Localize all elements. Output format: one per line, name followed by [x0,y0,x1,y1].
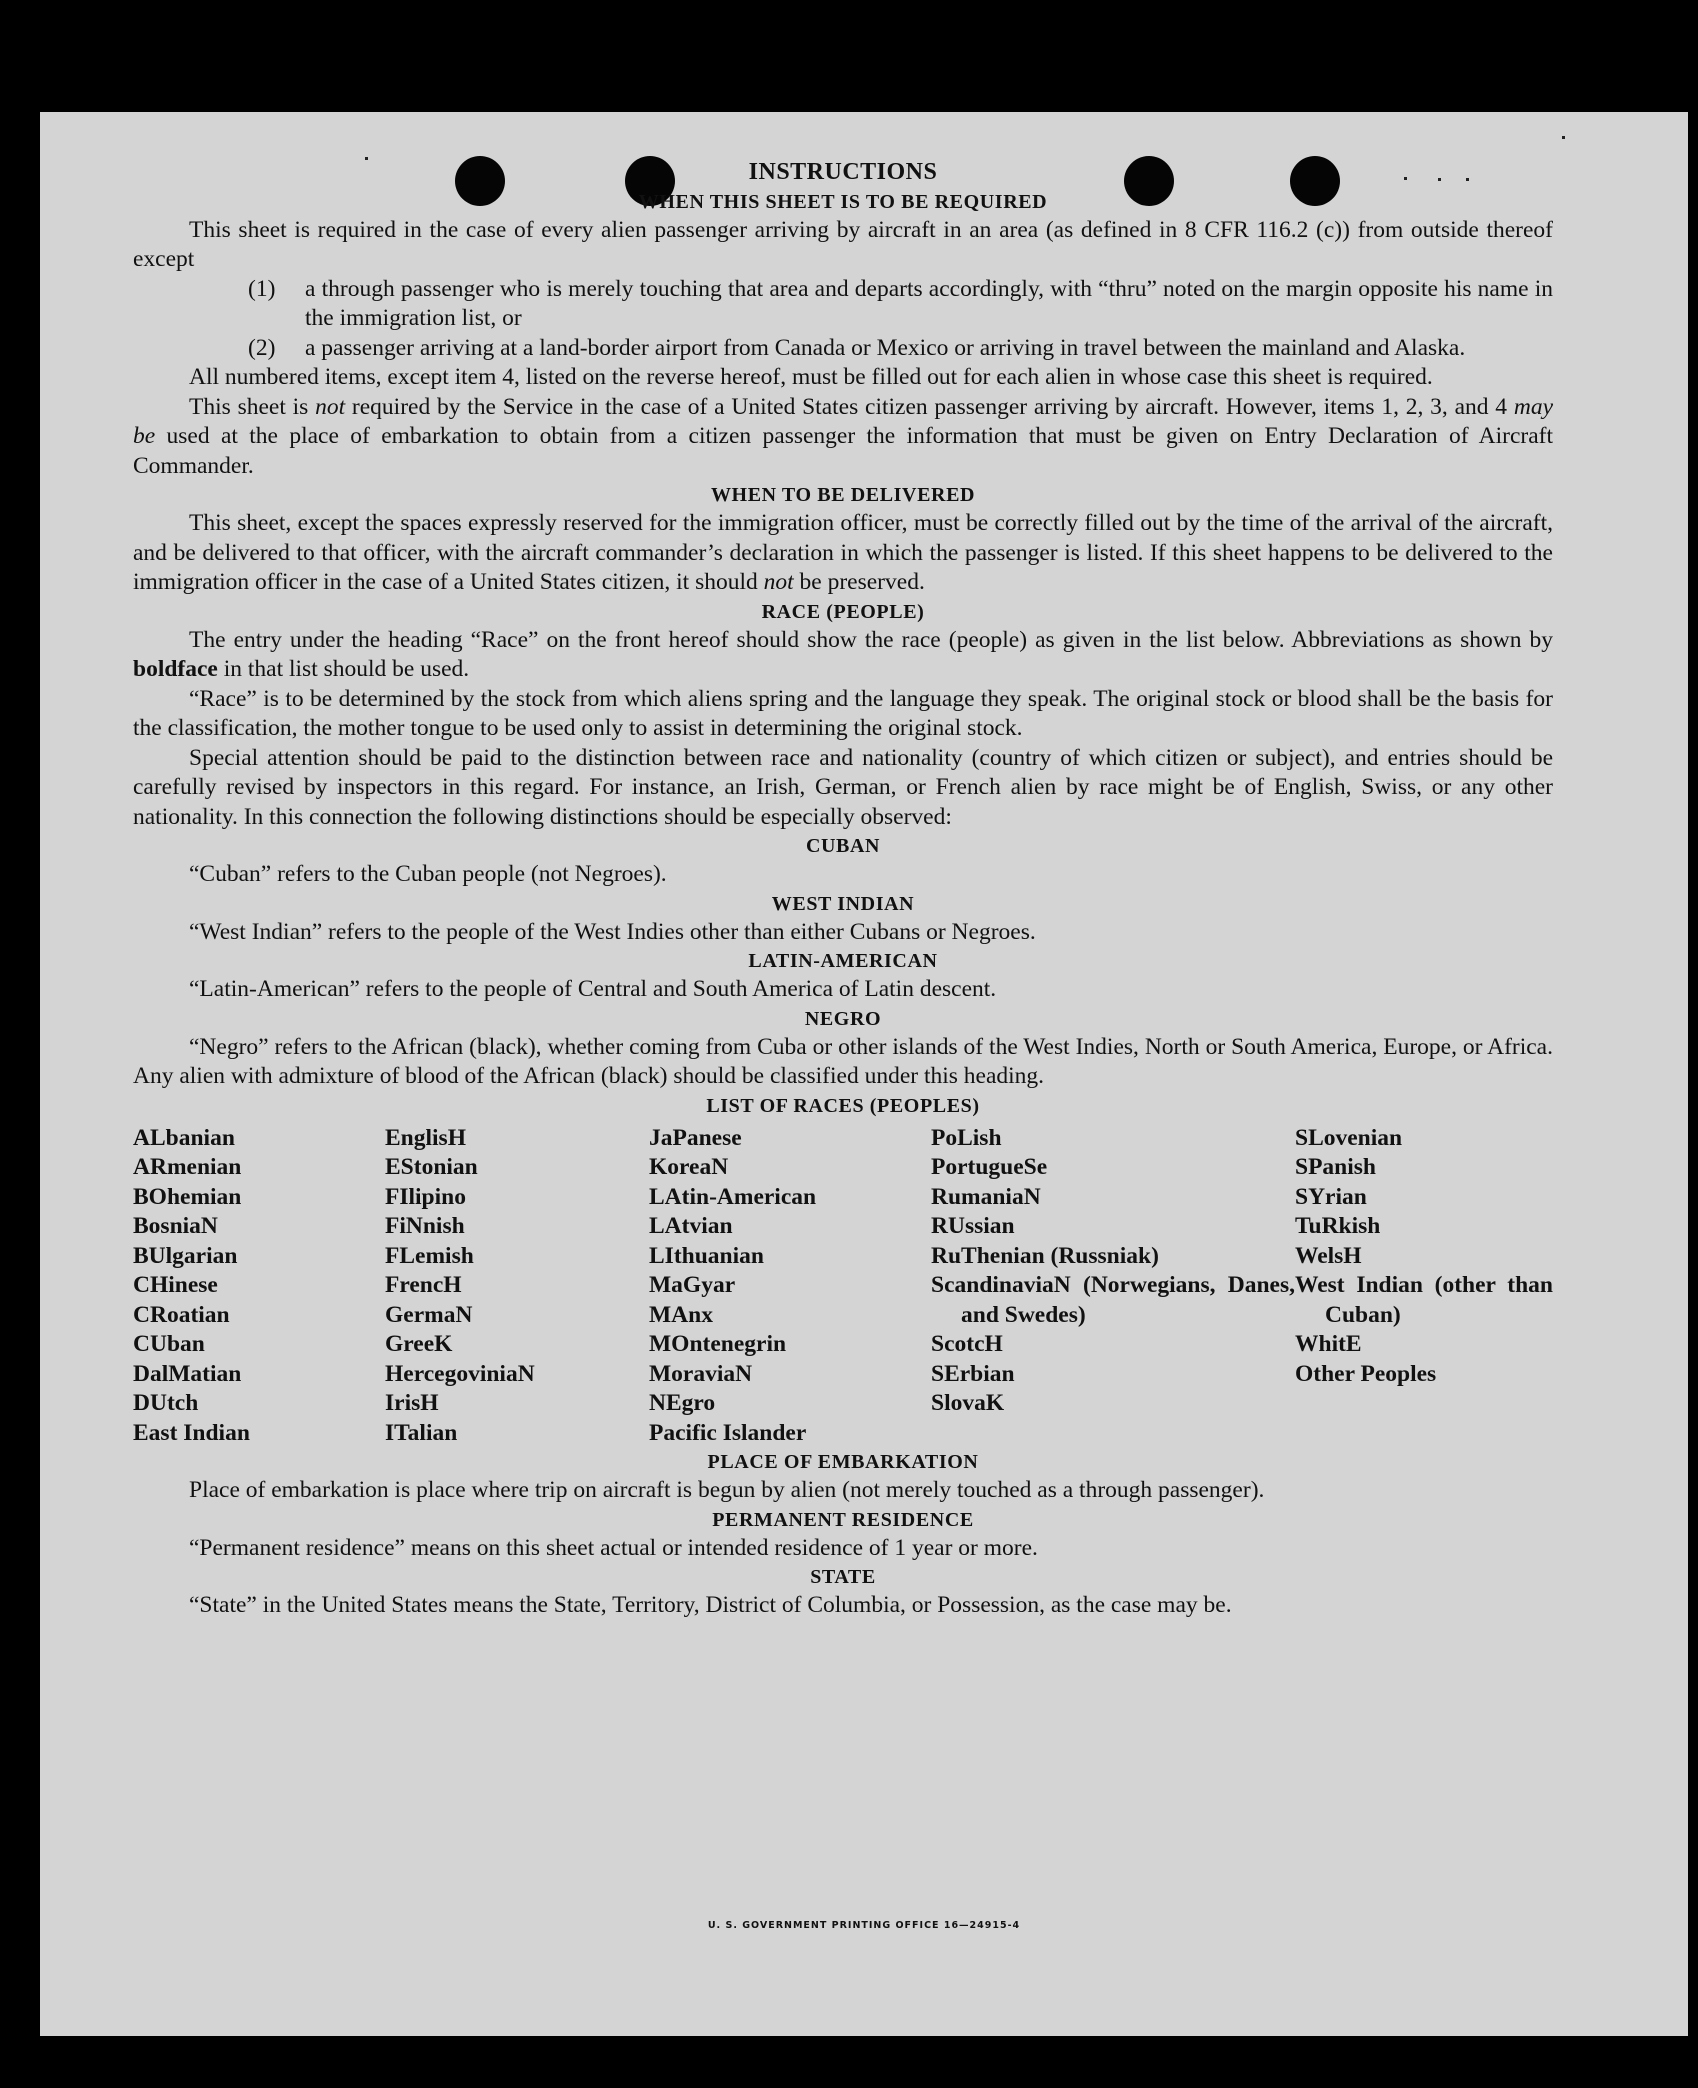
list-item [248,275,1553,334]
race-item: SPanish [1295,1154,1376,1180]
race-item: MaGyar [649,1272,736,1298]
speck [1562,136,1565,139]
races-column [931,1124,1295,1449]
race-item: LAtin-American [649,1183,817,1210]
race-item: MoraviaN [649,1360,753,1387]
paragraph: “Negro” refers to the African (black), whether coming from Cuba or other islands of the West Indies, North or South America, Europe, or Africa. Any alien with admixture of blood of the African (black) should be classified under this heading. [133,1033,1553,1089]
race-item: East Indian [133,1419,250,1446]
race-item: LAtvian [649,1213,733,1239]
paragraph: All numbered items, except item 4, listed on the reverse hereof, must be filled out for each alien in whose case this sheet is required. [189,364,1433,390]
paragraph: This sheet, except the spaces expressly reserved for the immigration officer, must be correctly filled out by the time of the arrival of the aircraft, and be delivered to that officer, with the aircraft commander’s declaration in which the passenger is listed. If this sheet happens to be delivered to the immigration officer in the case of a United States citizen, it should not be preserved. [133,510,1553,595]
paragraph: “Race” is to be determined by the stock from which aliens spring and the language they speak. The original stock or blood shall be the basis for the classification, the mother tongue to be used only to assist in determining the original stock. [133,685,1553,741]
section-heading: LATIN-AMERICAN [748,950,938,972]
list-item [248,334,1553,364]
race-item: JaPanese [649,1124,742,1151]
section-heading: LIST OF RACES (PEOPLES) [706,1094,980,1117]
race-item: CRoatian [133,1301,230,1328]
race-item: West Indian (other than Cuban) [1295,1272,1553,1328]
race-item: MAnx [649,1301,713,1328]
race-item: PoLish [931,1124,1002,1151]
section-heading: CUBAN [805,835,881,857]
race-item: EnglisH [385,1124,466,1151]
race-item: ScotcH [931,1331,1003,1357]
race-item: SLovenian [1295,1124,1403,1151]
race-item: KoreaN [649,1154,729,1180]
races-column [133,1124,385,1449]
instructions-body [133,158,1553,1621]
race-item: RuThenian (Russniak) [931,1242,1159,1269]
section-heading: RACE (PEOPLE) [761,600,925,623]
item-number: (2) [248,334,276,361]
section-heading: STATE [810,1566,876,1588]
paragraph: “Latin-American” refers to the people of Central and South America of Latin descent. [189,976,997,1002]
race-item: BUlgarian [133,1242,238,1269]
section-heading: WEST INDIAN [771,892,915,915]
race-item: FrencH [385,1272,462,1298]
races-column [385,1124,649,1449]
race-item: DalMatian [133,1360,242,1387]
race-item: CHinese [133,1272,218,1298]
paragraph: This sheet is not required by the Service in the case of a United States citizen passenger arriving by aircraft. However, items 1, 2, 3, and 4 may be used at the place of embarkation to obtain from a citizen passenger the information that must be given on Entry Declaration of Aircraft Commander. [133,393,1553,479]
race-item: Other Peoples [1295,1360,1437,1387]
section-heading: WHEN TO BE DELIVERED [710,484,976,506]
paragraph: The entry under the heading “Race” on the front hereof should show the race (people) as given in the list below. Abbreviations as shown by boldface in that list should be used. [133,626,1553,682]
race-item: WhitE [1295,1331,1362,1357]
race-item: FIlipino [385,1183,466,1210]
race-item: NEgro [649,1390,716,1416]
race-item: BosniaN [133,1213,218,1239]
race-item: GreeK [385,1331,453,1357]
races-list [133,1124,1553,1449]
race-item: CUban [133,1331,205,1357]
item-number: (1) [248,275,276,302]
race-item: PortugueSe [931,1154,1048,1180]
race-item: FiNnish [385,1213,465,1239]
race-item: LIthuanian [649,1242,764,1269]
race-item: ARmenian [133,1154,242,1180]
paragraph: “West Indian” refers to the people of the West Indies other than either Cubans or Negroes. [189,918,1036,945]
race-item: SlovaK [931,1390,1005,1416]
race-item: ScandinaviaN (Norwegians, Danes, and Swedes) [931,1272,1295,1328]
section-heading: PERMANENT RESIDENCE [712,1508,974,1531]
paragraph: “Permanent residence” means on this sheet actual or intended residence of 1 year or more. [189,1534,1038,1561]
race-item: Pacific Islander [649,1419,807,1446]
race-item: BOhemian [133,1183,242,1210]
races-column [649,1124,931,1449]
item-text: a passenger arriving at a land-border airport from Canada or Mexico or arriving in travel between the mainland and Alaska. [305,334,1466,361]
race-item: EStonian [385,1154,478,1180]
race-item: TuRkish [1295,1213,1381,1239]
race-item: MOntenegrin [649,1331,787,1357]
race-item: IrisH [385,1390,439,1416]
race-item: ALbanian [133,1124,235,1151]
race-item: ITalian [385,1419,458,1446]
section-heading: WHEN THIS SHEET IS TO BE REQUIRED [638,190,1048,213]
paragraph: This sheet is required in the case of every alien passenger arriving by aircraft in an area (as defined in 8 CFR 116.2 (c)) from outside thereof except [133,216,1553,272]
races-column [1295,1124,1553,1449]
race-item: RumaniaN [931,1183,1041,1210]
race-item: SErbian [931,1360,1015,1387]
paragraph: “State” in the United States means the State, Territory, District of Columbia, or Possession, as the case may be. [189,1592,1232,1618]
document-sheet [40,112,1688,2036]
race-item: WelsH [1295,1242,1362,1269]
paragraph: “Cuban” refers to the Cuban people (not Negroes). [189,861,667,887]
race-item: RUssian [931,1213,1015,1239]
section-heading: NEGRO [804,1007,882,1030]
section-heading: PLACE OF EMBARKATION [707,1451,979,1473]
item-text: a through passenger who is merely touching that area and departs accordingly, with “thru” noted on the margin opposite his name in the immigration list, or [305,275,1553,331]
paragraph: Special attention should be paid to the distinction between race and nationality (country of which citizen or subject), and entries should be carefully revised by inspectors in this regard. For instance, an Irish, German, or French alien by race might be of English, Swiss, or any other nationality. In this connection the following distinctions should be especially observed: [133,744,1553,830]
race-item: FLemish [385,1242,474,1269]
printer-imprint: U. S. GOVERNMENT PRINTING OFFICE 16—24915-4 [707,1920,1021,1931]
race-item: HercegoviniaN [385,1360,535,1387]
page-title: INSTRUCTIONS [748,159,938,185]
race-item: GermaN [385,1301,473,1328]
paragraph: Place of embarkation is place where trip on aircraft is begun by alien (not merely touched as a through passenger). [189,1477,1265,1503]
race-item: SYrian [1295,1183,1367,1210]
race-item: DUtch [133,1390,199,1416]
